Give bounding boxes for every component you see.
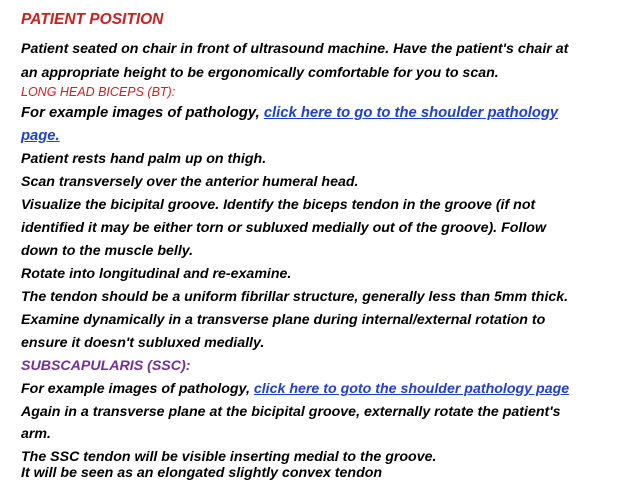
shoulder-pathology-link[interactable]: click here to go to the shoulder pathology: [263, 105, 559, 121]
biceps-line: identified it may be either torn or subluxed medially out of the groove). Follow: [21, 220, 546, 236]
ssc-line: It will be seen as an elongated slightly convex tendon: [21, 465, 383, 481]
biceps-line: Patient rests hand palm up on thigh.: [21, 151, 267, 167]
ssc-example-prefix: For example images of pathology,: [21, 381, 254, 397]
subscapularis-heading: SUBSCAPULARIS (SSC):: [21, 358, 191, 374]
long-head-biceps-heading: LONG HEAD BICEPS (BT):: [21, 85, 176, 99]
ssc-line: Again in a transverse plane at the bicipital groove, externally rotate the patient's: [21, 404, 561, 420]
biceps-line: ensure it doesn't subluxed medially.: [21, 335, 265, 351]
biceps-example-line: [21, 129, 60, 144]
patient-position-heading: PATIENT POSITION: [21, 11, 164, 28]
patient-position-line: an appropriate height to be ergonomically comfortable for you to scan.: [21, 65, 499, 81]
biceps-line: Rotate into longitudinal and re-examine.: [21, 266, 292, 282]
biceps-line: Visualize the bicipital groove. Identify the biceps tendon in the groove (if not: [21, 197, 536, 213]
biceps-example-prefix: For example images of pathology,: [21, 105, 264, 121]
biceps-line: The tendon should be a uniform fibrillar structure, generally less than 5mm thick.: [21, 289, 569, 305]
biceps-line: Examine dynamically in a transverse plane during internal/external rotation to: [21, 312, 546, 328]
ssc-line: The SSC tendon will be visible inserting medial to the groove.: [21, 449, 437, 465]
biceps-example-line: [21, 106, 558, 121]
shoulder-pathology-page-link[interactable]: click here to goto the shoulder pathology page: [253, 381, 570, 397]
patient-position-line: Patient seated on chair in front of ultrasound machine. Have the patient's chair at: [21, 41, 569, 57]
ssc-line: arm.: [21, 426, 51, 442]
shoulder-pathology-link-continued[interactable]: page.: [21, 128, 60, 144]
biceps-line: down to the muscle belly.: [21, 243, 194, 259]
ssc-example-line: [21, 382, 569, 396]
biceps-line: Scan transversely over the anterior humeral head.: [21, 174, 359, 190]
